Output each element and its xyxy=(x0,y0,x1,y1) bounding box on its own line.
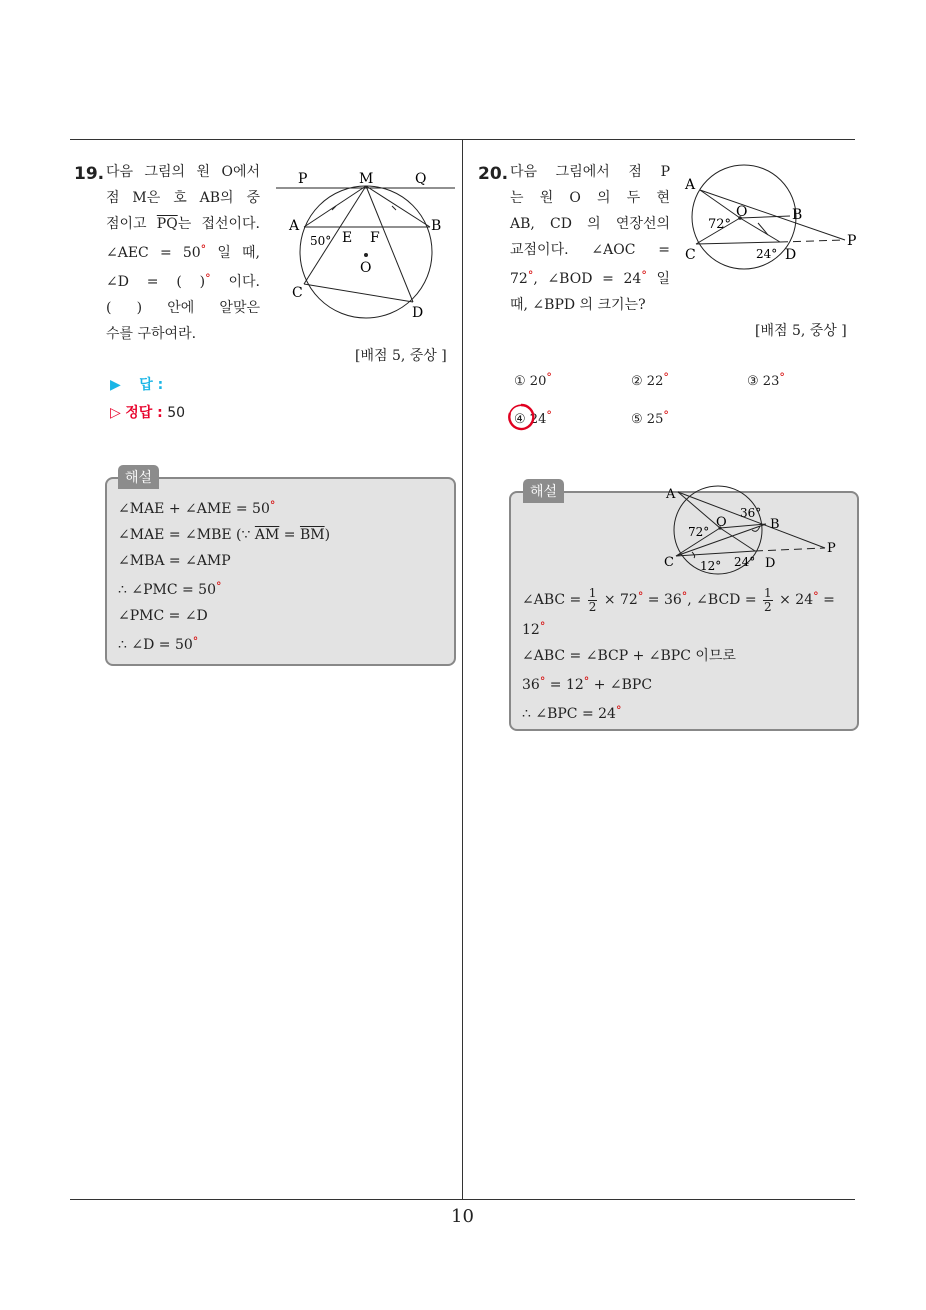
q20-line-2: 는 원 O 의 두 현 xyxy=(510,190,670,206)
q19-sol-line-6: ∴ ∠D = 50° xyxy=(118,635,199,653)
q19-fig-label-50deg: 50° xyxy=(310,234,332,248)
triangle-outline-icon: ▷ xyxy=(110,405,121,421)
choice-mark-4: ④ xyxy=(514,412,526,427)
q19-points-label: [배점 5, 중상 ] xyxy=(355,348,447,364)
q19-correct-value: 50 xyxy=(167,405,186,421)
q19-sol-line-3: ∠MBA = ∠AMP xyxy=(118,553,231,569)
q20-sol-fig-label-12deg: 12° xyxy=(700,559,722,573)
q19-fig-label-M: M xyxy=(359,171,374,187)
choice-value-5: 25° xyxy=(646,409,669,427)
q19-question-text xyxy=(106,159,260,347)
q19-line-7: 수를 구하여라. xyxy=(106,326,197,342)
q19-fig-label-O: O xyxy=(360,260,372,276)
q20-figure xyxy=(680,160,865,275)
q20-fig-label-72deg: 72° xyxy=(708,217,732,232)
q19-fig-label-F: F xyxy=(370,230,380,246)
q19-fig-label-D: D xyxy=(412,305,424,321)
q20-sol-fig-label-A: A xyxy=(666,487,676,502)
play-icon: ▶ xyxy=(110,377,121,393)
q20-sol-line-3: ∠ABC = ∠BCP + ∠BPC 이므로 xyxy=(522,647,736,664)
q20-line-4: 교점이다. ∠AOC = xyxy=(510,242,670,258)
q19-fig-label-C: C xyxy=(292,285,303,301)
q20-sol-fig-label-D: D xyxy=(765,556,776,571)
q19-sol-line-1: ∠MAE + ∠AME = 50° xyxy=(118,499,276,517)
q20-sol-fig-label-B: B xyxy=(770,517,780,532)
choice-value-3: 23° xyxy=(762,371,785,389)
q19-answer-label: 답 : xyxy=(139,377,164,393)
q20-line-6: 때, ∠BPD 의 크기는? xyxy=(510,297,646,313)
choice-mark-1: ① xyxy=(514,374,526,389)
page-number: 10 xyxy=(451,1206,474,1227)
q19-solution-tab: 해설 xyxy=(118,465,159,489)
q19-correct-row xyxy=(110,402,185,422)
q20-sol-line-2: 12° xyxy=(522,619,546,638)
choice-mark-3: ③ xyxy=(747,374,759,389)
q20-choice-1[interactable] xyxy=(514,371,552,389)
q20-solution-body xyxy=(522,584,835,727)
q20-fig-label-A: A xyxy=(685,177,696,193)
q19-line-3: 점이고 $\overline{PQ}$는 접선이다. xyxy=(106,216,260,232)
q19-number: 19. xyxy=(74,164,105,184)
choice-value-2: 22° xyxy=(646,371,669,389)
q20-question-text xyxy=(510,159,670,318)
q19-fig-label-B: B xyxy=(431,218,442,234)
q20-sol-fig-label-C: C xyxy=(664,555,674,570)
choice-mark-2: ② xyxy=(631,374,643,389)
q20-points-label: [배점 5, 중상 ] xyxy=(755,323,847,339)
choice-mark-5: ⑤ xyxy=(631,412,643,427)
q20-fig-label-D: D xyxy=(785,247,797,263)
choice-value-1: 20° xyxy=(529,371,552,389)
q20-fig-label-24deg: 24° xyxy=(756,247,778,261)
q20-line-5: 72°, ∠BOD = 24° 일 xyxy=(510,269,671,287)
q20-fig-label-O: O xyxy=(736,204,748,220)
q19-answer-row xyxy=(110,374,163,394)
q20-number: 20. xyxy=(478,164,509,184)
q20-solution-figure xyxy=(660,480,845,575)
q19-sol-line-5: ∠PMC = ∠D xyxy=(118,608,208,624)
column-divider xyxy=(462,139,463,1200)
q20-line-3: AB, CD 의 연장선의 xyxy=(510,216,670,232)
q19-solution-body xyxy=(118,493,330,658)
correct-circle-icon xyxy=(506,402,536,432)
q19-line-5: ∠D = ( )° 이다. xyxy=(106,272,260,290)
q20-choice-3[interactable] xyxy=(747,371,785,389)
q20-sol-fig-label-P: P xyxy=(827,541,836,556)
q20-choice-5[interactable] xyxy=(631,409,669,427)
q19-fig-label-Q: Q xyxy=(415,171,427,187)
q19-sol-line-2: ∠MAE = ∠MBE (∵ $\overline{AM} = \overline{BM}$) xyxy=(118,527,331,543)
q20-sol-fig-label-72deg: 72° xyxy=(688,525,710,539)
q20-fig-label-B: B xyxy=(792,207,803,223)
q19-sol-line-4: ∴ ∠PMC = 50° xyxy=(118,580,222,598)
q19-correct-label: 정답 : xyxy=(125,405,163,421)
q20-fig-label-C: C xyxy=(685,247,696,263)
q20-sol-fig-label-36deg: 36° xyxy=(740,506,762,520)
q20-sol-line-1: ∠ABC = $\frac{1}{2}$ × 72° = 36°, ∠BCD = $\frac{1}{2}$ × 24° = xyxy=(522,585,835,614)
q19-line-1: 다음 그림의 원 O에서 xyxy=(106,164,260,180)
q19-figure xyxy=(270,160,460,325)
q19-line-2: 점 M은 호 AB의 중 xyxy=(106,190,260,206)
q20-sol-line-4: 36° = 12° + ∠BPC xyxy=(522,674,653,693)
q19-fig-label-E: E xyxy=(342,230,353,246)
q19-fig-label-A: A xyxy=(289,218,300,234)
q19-line-4: ∠AEC = 50° 일 때, xyxy=(106,243,260,261)
q20-sol-line-5: ∴ ∠BPC = 24° xyxy=(522,703,622,722)
q20-sol-fig-label-24deg: 24° xyxy=(734,555,756,569)
q19-fig-label-P: P xyxy=(298,171,308,187)
q20-solution-tab: 해설 xyxy=(523,479,564,503)
choice-value-4: 24° xyxy=(529,409,552,427)
q20-sol-fig-label-O: O xyxy=(716,515,727,530)
q20-line-1: 다음 그림에서 점 P xyxy=(510,164,670,180)
q20-fig-label-P: P xyxy=(847,233,857,249)
q19-line-6: ( ) 안에 알맞은 xyxy=(106,300,260,316)
q20-choice-2[interactable] xyxy=(631,371,669,389)
